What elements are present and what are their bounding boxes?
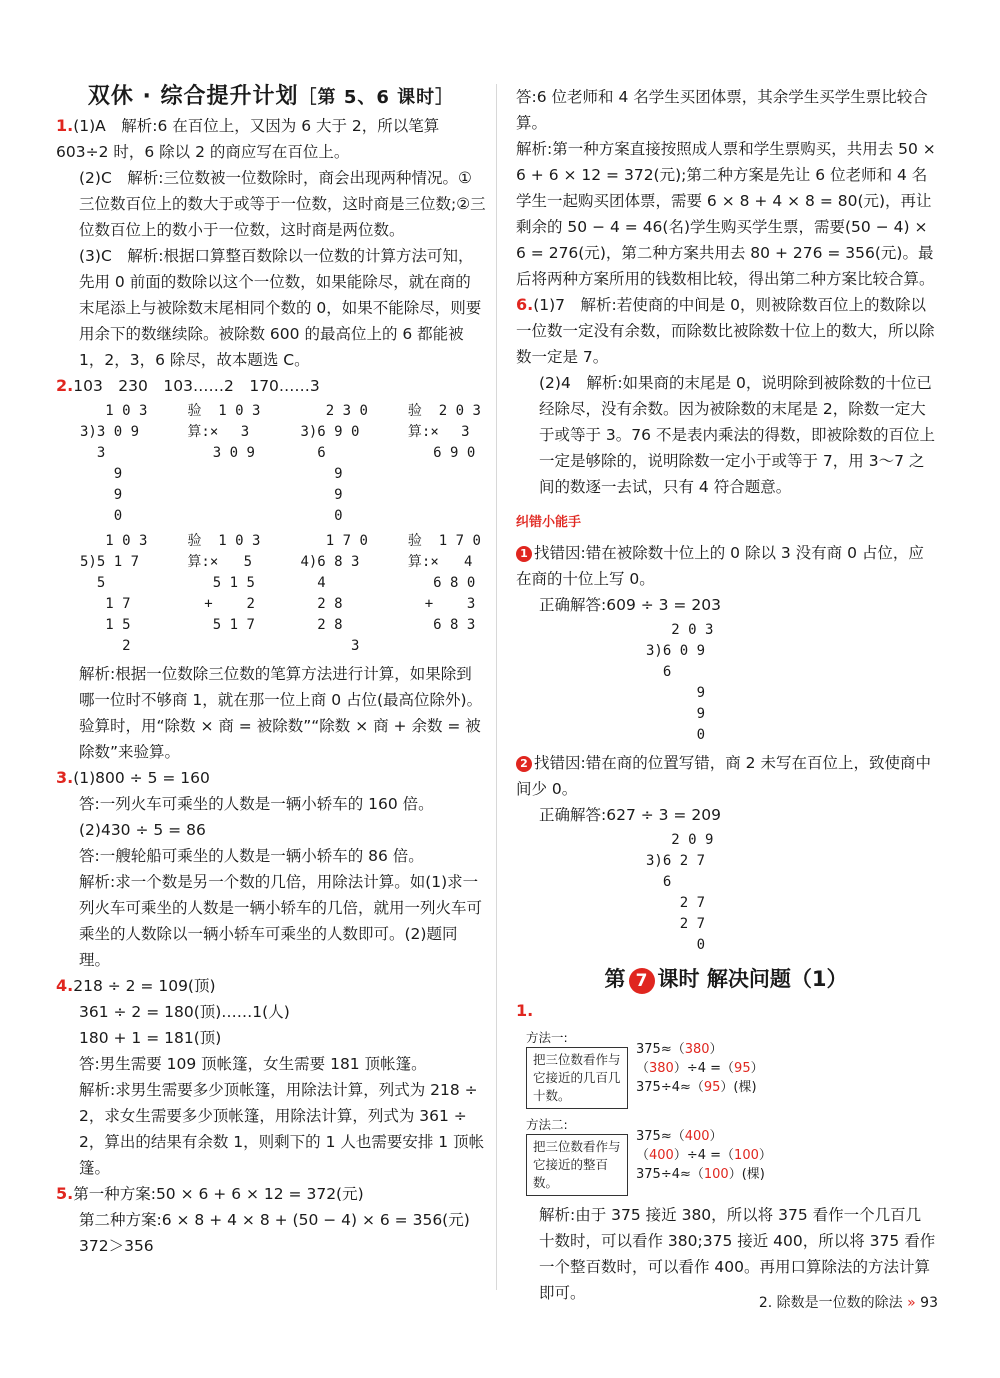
q6-part2: (2)4 解析:如果商的末尾是 0，说明除到被除数的十位已经除尽，没有余数。因为被除数的末尾是 2，除数一定大于或等于 3。76 不是表内乘法的得数，即被除数的百位上一定是够除的，说明除数一定小于或等于 7，用 3～7 之间的数逐一去试，只有 4 符合题意。 [539, 374, 935, 496]
number-badge-icon: 2 [516, 756, 532, 772]
method-one-box: 把三位数看作与它接近的几百几十数。 [526, 1047, 628, 1109]
right-column [516, 84, 936, 1306]
long-division: 1 0 3 5)5 1 7 5 1 7 1 5 2 [80, 533, 148, 654]
q1-part1: 1.(1)A 解析:6 在百位上，又因为 6 大于 2，所以笔算 603÷2 时，6 除以 2 的商应写在百位上。 [56, 116, 440, 161]
q6-part1: 6.(1)7 解析:若使商的中间是 0，则被除数百位上的数除以一位数一定没有余数，而除数比被除数十位上的数大，所以除数一定是 7。 [516, 295, 935, 366]
q2-answers: 2.103 230 103……2 170……3 [56, 376, 320, 395]
method-one-steps: 375≈（380） （380）÷4 =（95） 375÷4≈（95）(棵) [636, 1042, 764, 1095]
q1-part2: (2)C 解析:三位数被一位数除时，商会出现两种情况。①三位数百位上的数大于或等于一位数，这时商是三位数;②三位数百位上的数小于一位数，这时商是两位数。 [79, 169, 486, 239]
error1-reason: 1 找错因:错在被除数十位上的 0 除以 3 没有商 0 占位，应在商的十位上写 0。 [516, 544, 924, 588]
method-two [526, 1115, 936, 1196]
page-footer [759, 1292, 938, 1312]
q4-line3: 180 + 1 = 181(顶) [79, 1029, 222, 1047]
q7-analysis: 解析:由于 375 接近 380，所以将 375 看作一个几百几十数时，可以看作 380;375 接近 400，所以将 375 看作一个整百数时，可以看作 400。再用口算除法的方法计算即可。 [539, 1206, 936, 1302]
section-title: 双休 · 综合提升计划［第 5、6 课时］ [87, 84, 455, 109]
q5-line2: 第二种方案:6 × 8 + 4 × 8 + (50 − 4) × 6 = 356(元) [79, 1211, 470, 1229]
chevron-right-icon: » [907, 1295, 916, 1311]
q4-analysis: 解析:求男生需要多少顶帐篷，用除法计算，列式为 218 ÷ 2，求女生需要多少顶帐篷，用除法计算，列式为 361 ÷ 2，算出的结果有余数 1，则剩下的 1 人也需要安排 1 顶帐篷。 [79, 1081, 485, 1177]
q2-calc-row1 [80, 401, 486, 527]
q5-line3: 372＞356 [79, 1237, 154, 1255]
error2-reason: 2 找错因:错在商的位置写错，商 2 未写在百位上，致使商中间少 0。 [516, 754, 931, 798]
long-division: 2 3 0 3)6 9 0 6 9 9 0 [300, 403, 368, 524]
lesson-title: 第 7 课时 解决问题（1） [516, 966, 936, 994]
method-one-label: 方法一: [526, 1030, 568, 1045]
long-division: 1 0 3 3)3 0 9 3 9 9 0 [80, 403, 148, 524]
verification: 验 2 0 3 算:× 3 6 9 0 [407, 403, 481, 461]
q3-line1: 3.(1)800 ÷ 5 = 160 [56, 768, 210, 787]
number-badge-icon: 1 [516, 546, 532, 562]
chapter-title: 2. 除数是一位数的除法 [758, 1295, 903, 1311]
q5-answer: 答:6 位老师和 4 名学生买团体票，其余学生买学生票比较合算。 [516, 88, 928, 132]
q4-line2: 361 ÷ 2 = 180(顶)……1(人) [79, 1003, 290, 1021]
q5-analysis: 解析:第一种方案直接按照成人票和学生票购买，共用去 50 × 6 + 6 × 12 = 372(元);第二种方案是先让 6 位老师和 4 名学生一起购买团体票，需要 6 × 8 + 4 × 8 = 80(元)，再让剩余的 50 − 4 = 46(名)学生购买学生票，需要(50 − 4) × 6 = 276(元)，第二种方案共用去 80 + 276 = 356(元)。最后将两种方案所用的钱数相比较，得出第二种方案比较合算。 [516, 140, 936, 288]
q7-label: 1. [516, 1001, 534, 1020]
lesson-number-badge: 7 [629, 968, 655, 994]
column-divider [496, 84, 497, 1290]
page-number: 93 [920, 1295, 938, 1311]
error-fix-label: 纠错小能手 [516, 515, 582, 530]
error1-answer: 正确解答:609 ÷ 3 = 203 [539, 596, 721, 614]
q1-part3: (3)C 解析:根据口算整百数除以一位数的计算方法可知，先用 0 前面的数除以这个一位数，如果能除尽，就在商的末尾添上与被除数末尾相同个数的 0，如果不能除尽，则要用余下的数继续除。被除数 600 的最高位上的 6 都能被 1，2，3，6 除尽，故本题选 C。 [79, 247, 482, 369]
q3-line3: (2)430 ÷ 5 = 86 [79, 821, 206, 839]
q3-line2: 答:一列火车可乘坐的人数是一辆小轿车的 160 倍。 [79, 795, 434, 813]
q3-analysis: 解析:求一个数是另一个数的几倍，用除法计算。如(1)求一列火车可乘坐的人数是一辆小轿车的几倍，就用一列火车可乘坐的人数除以一辆小轿车可乘坐的人数即可。(2)题同理。 [79, 873, 483, 969]
method-two-steps: 375≈（400） （400）÷4 =（100） 375÷4≈（100）(棵) [636, 1129, 772, 1182]
error2-calc: 2 0 9 3)6 2 7 6 2 7 2 7 0 [646, 832, 714, 953]
q2-analysis: 解析:根据一位数除三位数的笔算方法进行计算，如果除到哪一位时不够商 1，就在那一位上商 0 占位(最高位除外)。验算时，用“除数 × 商 = 被除数”“除数 × 商 + 余数 = 被除数”来验算。 [79, 665, 483, 761]
method-two-box: 把三位数看作与它接近的整百数。 [526, 1134, 628, 1196]
method-one [526, 1028, 936, 1109]
long-division: 1 7 0 4)6 8 3 4 2 8 2 8 3 [300, 533, 368, 654]
error1-calc: 2 0 3 3)6 0 9 6 9 9 0 [646, 622, 714, 743]
verification: 验 1 7 0 算:× 4 6 8 0 + 3 6 8 3 [407, 533, 481, 633]
verification: 验 1 0 3 算:× 5 5 1 5 + 2 5 1 7 [187, 533, 261, 633]
q5-line1: 5.第一种方案:50 × 6 + 6 × 12 = 372(元) [56, 1184, 364, 1203]
left-column [56, 84, 486, 1259]
q3-line4: 答:一艘轮船可乘坐的人数是一辆小轿车的 86 倍。 [79, 847, 424, 865]
q2-calc-row2 [80, 531, 486, 657]
q4-line1: 4.218 ÷ 2 = 109(顶) [56, 976, 216, 995]
error2-answer: 正确解答:627 ÷ 3 = 209 [539, 806, 721, 824]
q4-line4: 答:男生需要 109 顶帐篷，女生需要 181 顶帐篷。 [79, 1055, 427, 1073]
verification: 验 1 0 3 算:× 3 3 0 9 [187, 403, 261, 461]
method-two-label: 方法二: [526, 1117, 568, 1132]
